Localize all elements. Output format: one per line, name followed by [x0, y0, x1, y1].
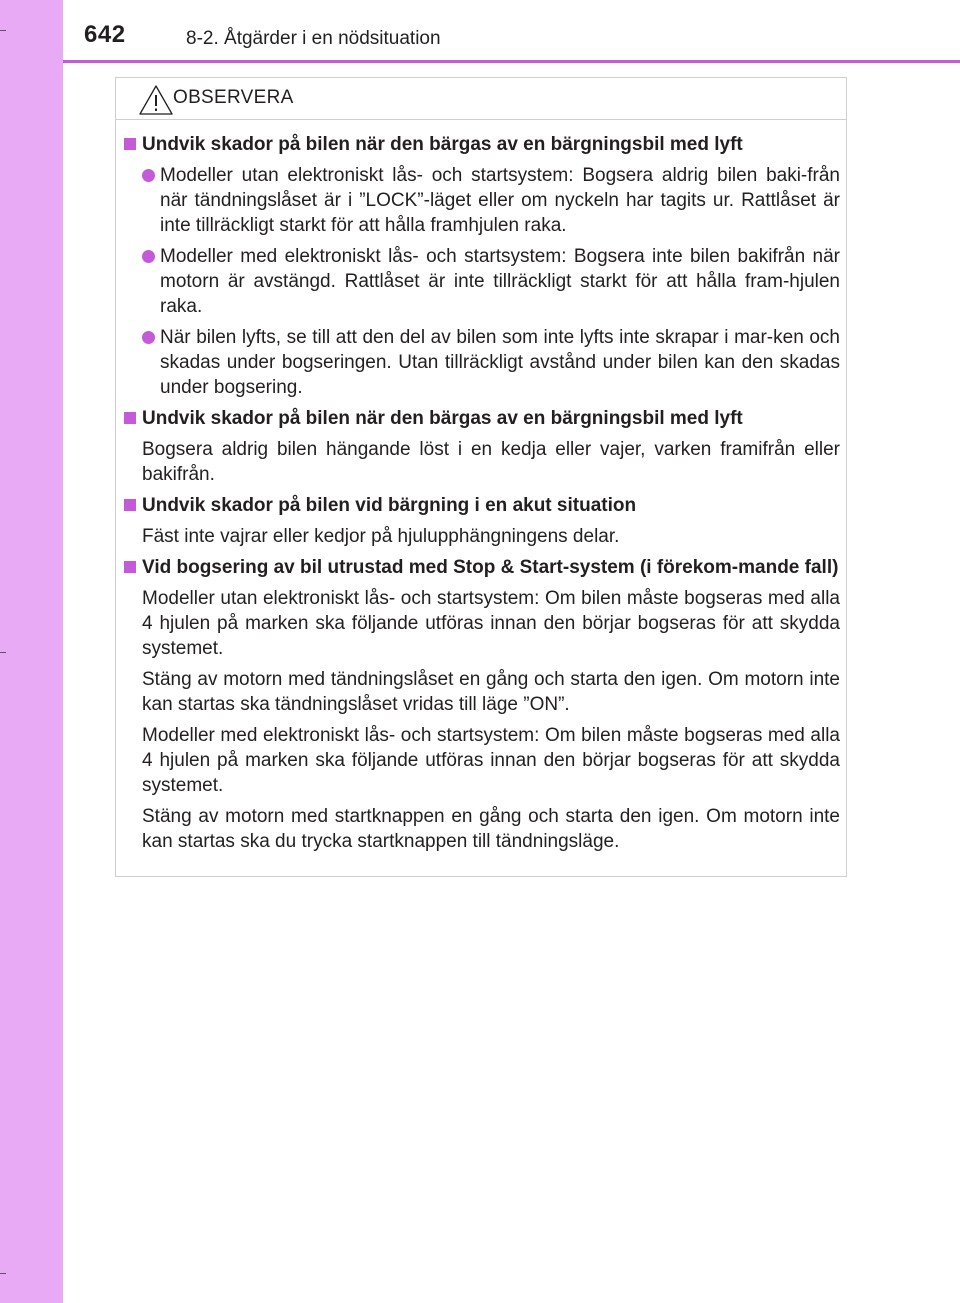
- page-number: 642: [84, 21, 126, 48]
- paragraph: Bogsera aldrig bilen hängande löst i en kedja eller vajer, varken framifrån eller bakifrån.: [142, 439, 840, 485]
- paragraph: Modeller med elektroniskt lås- och startsystem: Om bilen måste bogseras med alla 4 hjulen på marken ska följande utföras innan den börjar bogseras för att skydda systemet.: [142, 725, 840, 796]
- list-item: [124, 325, 840, 400]
- notice-box: [115, 77, 847, 877]
- list-item: [124, 244, 840, 319]
- list-item: [124, 163, 840, 238]
- round-bullet-icon: [142, 169, 155, 182]
- paragraph: Modeller utan elektroniskt lås- och startsystem: Om bilen måste bogseras med alla 4 hjulen på marken ska följande utföras innan den börjar bogseras för att skydda systemet.: [142, 588, 840, 659]
- block-heading: [124, 493, 840, 518]
- round-bullet-icon: [142, 331, 155, 344]
- square-bullet-icon: [124, 412, 136, 424]
- notice-label: OBSERVERA: [173, 87, 294, 108]
- list-item-text: Modeller med elektroniskt lås- och startsystem: Bogsera inte bilen bakifrån när motorn är avstängd. Rattlåset är inte tillräckligt starkt för att hålla fram-hjulen raka.: [160, 246, 840, 317]
- block-heading: [124, 555, 840, 580]
- header-rule: [63, 60, 960, 63]
- square-bullet-icon: [124, 138, 136, 150]
- crop-mark: [0, 652, 6, 653]
- notice-content: [124, 132, 840, 860]
- block-heading: [124, 132, 840, 157]
- list-item-text: När bilen lyfts, se till att den del av bilen som inte lyfts inte skrapar i mar-ken och skadas under bogseringen. Utan tillräckligt avstånd under bilen kan den skadas under bogsering.: [160, 327, 840, 398]
- square-bullet-icon: [124, 561, 136, 573]
- crop-mark: [0, 30, 6, 31]
- round-bullet-icon: [142, 250, 155, 263]
- paragraph: Stäng av motorn med tändningslåset en gång och starta den igen. Om motorn inte kan startas ska tändningslåset vridas till läge ”ON”.: [142, 669, 840, 715]
- heading-text: Undvik skador på bilen vid bärgning i en akut situation: [142, 495, 637, 516]
- warning-triangle-icon: [138, 84, 174, 116]
- crop-mark: [0, 1273, 6, 1274]
- heading-text: Vid bogsering av bil utrustad med Stop & Start-system (i förekom-mande fall): [142, 557, 839, 578]
- heading-text: Undvik skador på bilen när den bärgas av en bärgningsbil med lyft: [142, 408, 743, 429]
- heading-text: Undvik skador på bilen när den bärgas av en bärgningsbil med lyft: [142, 134, 743, 155]
- list-item-text: Modeller utan elektroniskt lås- och startsystem: Bogsera aldrig bilen baki-från när tändningslåset är i ”LOCK”-läget eller om nyckeln har tagits ur. Rattlåset är inte tillräckligt starkt för att hålla framhjulen raka.: [160, 165, 840, 236]
- notice-header: [116, 78, 846, 120]
- page-sidebar: [0, 0, 63, 1303]
- section-title: 8-2. Åtgärder i en nödsituation: [186, 28, 441, 49]
- square-bullet-icon: [124, 499, 136, 511]
- paragraph: Stäng av motorn med startknappen en gång och starta den igen. Om motorn inte kan startas ska du trycka startknappen till tändningsläge.: [142, 806, 840, 852]
- paragraph: Fäst inte vajrar eller kedjor på hjulupphängningens delar.: [142, 526, 620, 547]
- block-heading: [124, 406, 840, 431]
